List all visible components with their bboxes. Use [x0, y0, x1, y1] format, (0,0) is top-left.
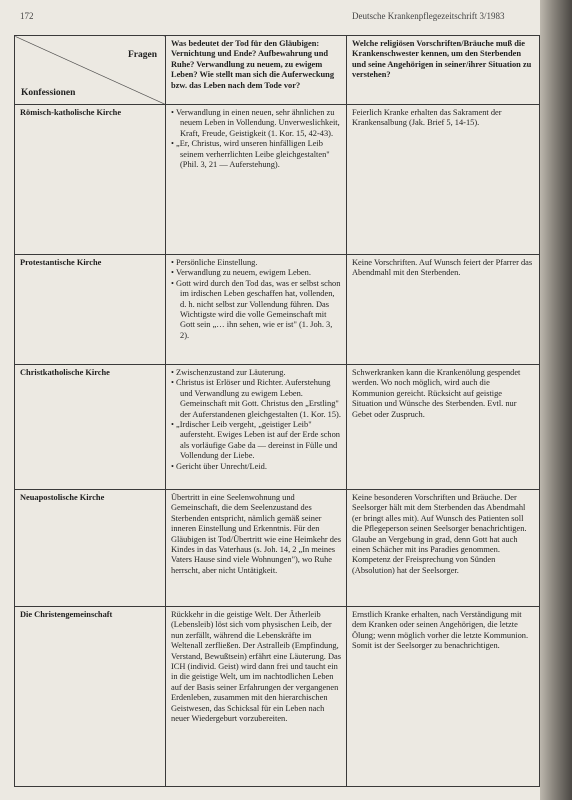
- customs-cell: Feierlich Kranke erhalten das Sakrament der Krankensalbung (Jak. Brief 5, 14-15).: [347, 105, 540, 255]
- question-customs-header: Welche religiösen Vorschriften/Bräuche muß die Krankenschwester kennen, um den Sterbenden und seine Angehörigen in seiner/ihrer Situation zu verstehen?: [347, 36, 540, 105]
- death-bullet: • Verwandlung zu neuem, ewigem Leben.: [171, 268, 341, 278]
- running-header: Deutsche Krankenpflegezeitschrift 3/1983: [352, 11, 505, 21]
- customs-cell: Ernstlich Kranke erhalten, nach Verständigung mit dem Kranken oder seinen Angehörigen, die letzte Ölung; wenn möglich vorher die letzte Kommunion. Somit ist der Seelsorger zu benachrichtigen.: [347, 607, 540, 787]
- corner-fragen-label: Fragen: [127, 50, 157, 60]
- corner-konfessionen-label: Konfessionen: [21, 87, 76, 98]
- death-cell: Übertritt in eine Seelenwohnung und Gemeinschaft, die dem Seelenzustand des Sterbenden entspricht, nämlich gemäß seiner inneren Einstellung und Erkenntnis. Für den Gläubigen ist Tod/Übertritt wie eine Heimkehr des Kindes in das Vaterhaus (s. Joh. 14, 2 „In meines Vaters Hause sind viele Wohnungen"), wo Ruhe herrscht, aber nicht Untätigkeit.: [166, 490, 347, 607]
- confessions-table: [14, 35, 540, 787]
- page-number: 172: [20, 11, 34, 21]
- death-bullet: • „Irdischer Leib vergeht, „geistiger Leib" aufersteht. Ewiges Leben ist auf der Erde schon als vorläufige Gabe da — dereinst in Fülle und Vollendung der Liebe.: [171, 420, 341, 462]
- customs-cell: Keine Vorschriften. Auf Wunsch feiert der Pfarrer das Abendmahl mit den Sterbenden.: [347, 255, 540, 365]
- corner-cell: [15, 36, 166, 105]
- death-bullet: • Gericht über Unrecht/Leid.: [171, 462, 341, 472]
- death-bullet: • Christus ist Erlöser und Richter. Auferstehung und Verwandlung zu ewigem Leben. Gemeinschaft mit Gott. Christus den „Erstling" der Auferstandenen gleichgestalten (1. Kor. 15).: [171, 378, 341, 420]
- table-row: [15, 255, 540, 365]
- confession-name: Die Christengemeinschaft: [15, 607, 166, 787]
- page-edge-shadow: [540, 0, 572, 800]
- customs-cell: Schwerkranken kann die Krankenölung gespendet werden. Wo noch möglich, wird auch die Kommunion gereicht. Rücksicht auf geistige Situation und Wünsche des Sterbenden. Evtl. nur Gebet oder Zuspruch.: [347, 365, 540, 490]
- table-row: [15, 105, 540, 255]
- death-bullet: • Gott wird durch den Tod das, was er selbst schon im irdischen Leben geschaffen hat, vollenden, d. h. nicht selbst zur Vollendung führen. Das Wichtigste wird die volle Gemeinschaft mit Gott sein „… ihn sehen, wie er ist" (1. Joh. 3, 2).: [171, 279, 341, 341]
- customs-cell: Keine besonderen Vorschriften und Bräuche. Der Seelsorger hält mit dem Sterbenden das Abendmahl (er bringt alles mit). Auf Wunsch des Patienten soll die Pflegeperson seinen Seelsorger benachrichtigen. Glaube an Vergebung in grad, denn Gott hat auch einen Schächer mit ins Paradies genommen. Kompetenz der Freisprechung von Sünden (Absolution) hat der Seelsorger.: [347, 490, 540, 607]
- death-cell: Rückkehr in die geistige Welt. Der Ätherleib (Lebensleib) löst sich vom physischen Leib, der nun zerfällt, während die Lebenskräfte im Weltenall zerfließen. Der Astralleib (Empfindung, Verstand, Bewußtsein) erfährt eine Läuterung. Das ICH (individ. Geist) wird dann frei und taucht ein in die geistige Welt, um im nachtodlichen Leben auf der Basis seiner Erfahrungen der vergangenen Erdenleben, zusammen mit den hierarchischen Geistwesen, das Schicksal für ein Leben nach neuer Wiedergeburt vorzubereiten.: [166, 607, 347, 787]
- confession-name: Christkatholische Kirche: [15, 365, 166, 490]
- table-row: [15, 607, 540, 787]
- death-bullet: • „Er, Christus, wird unseren hinfälligen Leib seinem verherrlichten Leibe gleichgestalten" (Phil. 3, 21 — Auferstehung).: [171, 139, 341, 170]
- death-cell: [166, 365, 347, 490]
- death-cell: [166, 105, 347, 255]
- confession-name: Neuapostolische Kirche: [15, 490, 166, 607]
- table-row: [15, 490, 540, 607]
- death-bullet: • Zwischenzustand zur Läuterung.: [171, 368, 341, 378]
- death-cell: [166, 255, 347, 365]
- table-row: [15, 365, 540, 490]
- confession-name: Protestantische Kirche: [15, 255, 166, 365]
- table-header-row: [15, 36, 540, 105]
- death-bullet: • Persönliche Einstellung.: [171, 258, 341, 268]
- death-bullet: • Verwandlung in einen neuen, sehr ähnlichen zu neuem Leben in Vollendung. Unverweslichkeit, Kraft, Freude, Geistigkeit (1. Kor. 15, 42-43).: [171, 108, 341, 139]
- question-death-header: Was bedeutet der Tod für den Gläubigen: Vernichtung und Ende? Aufbewahrung und Ruhe? Verwandlung zu neuem, zu ewigem Leben? Wie stellt man sich die Auferweckung bzw. das Leben nach dem Tode vor?: [166, 36, 347, 105]
- confession-name: Römisch-katholische Kirche: [15, 105, 166, 255]
